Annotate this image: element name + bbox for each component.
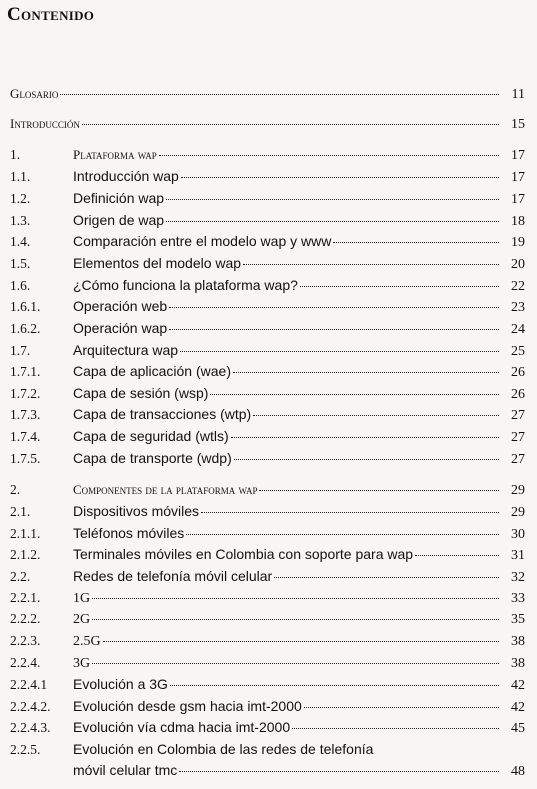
- toc-entry[interactable]: [10, 116, 525, 136]
- toc-entry-page: 38: [511, 656, 525, 671]
- leader-dots: [201, 512, 499, 513]
- leader-dots: [415, 555, 499, 556]
- leader-dots: [234, 459, 499, 460]
- toc-entry-page: 22: [511, 279, 525, 294]
- toc-entry-label: Plataforma wap: [73, 147, 157, 162]
- toc-entry-page: 17: [511, 170, 525, 185]
- toc-entry-label: 2.5G: [73, 634, 101, 649]
- toc-entry-label: Elementos del modelo wap: [73, 255, 242, 271]
- toc-entry-label: Componentes de la plataforma wap: [73, 482, 258, 497]
- toc-entry-label-line2: móvil celular tmc: [73, 762, 178, 778]
- leader-dots: [60, 94, 499, 95]
- toc-entry-number: 2.2.3.: [10, 633, 41, 648]
- leader-dots: [166, 199, 499, 200]
- toc-entry-number: 2.2.1.: [10, 590, 41, 605]
- leader-dots: [292, 728, 499, 729]
- toc-entry-label: Capa de sesión (wsp): [73, 385, 209, 401]
- toc-entry-number: 1.7.3.: [10, 407, 41, 422]
- toc-entry-multiline[interactable]: [10, 741, 525, 785]
- toc-entry-number: 2.2.4.2.: [10, 699, 51, 714]
- toc-entry[interactable]: [10, 342, 525, 362]
- toc-entry-number: 1.7.4.: [10, 429, 41, 444]
- toc-entry-number: 1.7.: [10, 343, 31, 358]
- toc-entry[interactable]: [10, 363, 525, 383]
- toc-entry-number: 1.7.1.: [10, 364, 41, 379]
- toc-entry-number: 2.1.1.: [10, 526, 41, 541]
- leader-dots: [259, 490, 499, 491]
- toc-entry[interactable]: [10, 590, 525, 610]
- toc-entry-number: 1.1.: [10, 169, 31, 184]
- leader-dots: [253, 415, 499, 416]
- toc-entry-label: Redes de telefonía móvil celular: [73, 568, 273, 584]
- toc-entry[interactable]: [10, 676, 525, 696]
- toc-entry[interactable]: [10, 503, 525, 523]
- toc-entry-number: 1.2.: [10, 191, 31, 206]
- toc-entry-page: 15: [511, 117, 525, 132]
- toc-entry-page: 30: [511, 527, 525, 542]
- leader-dots: [243, 264, 499, 265]
- toc-entry-label: Definición wap: [73, 190, 165, 206]
- toc-entry-label: 2G: [73, 612, 91, 627]
- toc-entry-page: 19: [511, 235, 525, 250]
- toc-entry-page: 32: [511, 570, 525, 585]
- toc-entry-number: 1.3.: [10, 213, 31, 228]
- leader-dots: [170, 685, 499, 686]
- toc-entry-page: 27: [511, 430, 525, 445]
- leader-dots: [274, 577, 499, 578]
- toc-entry[interactable]: [10, 320, 525, 340]
- toc-entry-page: 35: [511, 612, 525, 627]
- toc-entry[interactable]: [10, 698, 525, 718]
- toc-entry-page: 27: [511, 452, 525, 467]
- toc-entry-number: 2.2.4.: [10, 655, 41, 670]
- toc-entry[interactable]: [10, 406, 525, 426]
- toc-entry-number: 2.1.2.: [10, 547, 41, 562]
- toc-entry-number: 2.: [10, 482, 21, 497]
- leader-dots: [231, 437, 499, 438]
- toc-entry-page: 20: [511, 257, 525, 272]
- toc-entry-label: Capa de transporte (wdp): [73, 450, 232, 466]
- toc-entry-page: 17: [511, 148, 525, 163]
- toc-entry[interactable]: [10, 212, 525, 232]
- toc-entry-page: 26: [511, 387, 525, 402]
- toc-entry[interactable]: [10, 525, 525, 545]
- leader-dots: [92, 598, 499, 599]
- toc-entry-page: 18: [511, 214, 525, 229]
- toc-entry-label: Operación web: [73, 298, 168, 314]
- toc-entry[interactable]: [10, 190, 525, 210]
- toc-entry-label: Teléfonos móviles: [73, 525, 185, 541]
- toc-entry-label: Introducción: [10, 116, 80, 131]
- toc-entry[interactable]: [10, 233, 525, 253]
- leader-dots: [103, 641, 499, 642]
- toc-entry[interactable]: [10, 546, 525, 566]
- toc-entry-label: 3G: [73, 656, 91, 671]
- leader-dots: [181, 177, 499, 178]
- toc-entry[interactable]: [10, 568, 525, 588]
- toc-entry-label: Capa de aplicación (wae): [73, 363, 231, 379]
- toc-entry[interactable]: [10, 86, 525, 106]
- toc-entry-page: 11: [511, 87, 525, 102]
- toc-entry[interactable]: [10, 277, 525, 297]
- toc-entry-number: 1.5.: [10, 256, 31, 271]
- leader-dots: [92, 663, 499, 664]
- toc-entry-page: 31: [511, 548, 525, 563]
- leader-dots: [92, 619, 499, 620]
- toc-entry-number: 2.2.: [10, 569, 31, 584]
- leader-dots: [304, 707, 499, 708]
- toc-entry[interactable]: [10, 385, 525, 405]
- leader-dots: [186, 534, 499, 535]
- leader-dots: [169, 307, 499, 308]
- leader-dots: [179, 771, 499, 772]
- toc-entry[interactable]: [10, 482, 525, 502]
- toc-entry-number: 1.7.2.: [10, 386, 41, 401]
- toc-entry-page: 38: [511, 634, 525, 649]
- toc-entry[interactable]: [10, 655, 525, 675]
- toc-entry-label: 1G: [73, 591, 91, 606]
- toc-entry-label: Capa de transacciones (wtp): [73, 406, 252, 422]
- toc-entry-number: 2.2.4.1: [10, 677, 48, 692]
- leader-dots: [180, 351, 499, 352]
- toc-entry-page: 42: [511, 700, 525, 715]
- toc-entry[interactable]: [10, 255, 525, 275]
- leader-dots: [210, 394, 499, 395]
- toc-entry-label: Evolución desde gsm hacia imt-2000: [73, 698, 302, 714]
- leader-dots: [82, 124, 499, 125]
- toc-entry-label: Capa de seguridad (wtls): [73, 428, 229, 444]
- toc-entry-label: Evolución vía cdma hacia imt-2000: [73, 719, 291, 735]
- toc-entry[interactable]: [10, 168, 525, 188]
- toc-entry-label: Origen de wap: [73, 212, 165, 228]
- toc-entry-page: 48: [511, 764, 525, 779]
- leader-dots: [233, 372, 499, 373]
- toc-entry-number: 1.6.2.: [10, 321, 41, 336]
- toc-entry-label: Evolución a 3G: [73, 676, 168, 692]
- toc-entry-number: 1.6.: [10, 278, 31, 293]
- toc-entry-number: 2.1.: [10, 504, 31, 519]
- leader-dots: [333, 242, 499, 243]
- leader-dots: [300, 286, 499, 287]
- toc-entry[interactable]: [10, 719, 525, 739]
- toc-entry[interactable]: [10, 428, 525, 448]
- toc-entry-number: 2.2.5.: [10, 742, 41, 757]
- toc-entry[interactable]: [10, 450, 525, 470]
- toc-entry-label: Glosario: [10, 86, 59, 101]
- toc-entry-number: 1.6.1.: [10, 299, 41, 314]
- toc-entry-label: Dispositivos móviles: [73, 503, 200, 519]
- leader-dots: [166, 221, 499, 222]
- toc-entry-page: 25: [511, 344, 525, 359]
- toc-entry-page: 17: [511, 192, 525, 207]
- toc-entry-label: ¿Cómo funciona la plataforma wap?: [73, 277, 298, 293]
- toc-entry-number: 1.7.5.: [10, 451, 41, 466]
- toc-entry-label: Introducción wap: [73, 168, 179, 184]
- toc-entry-page: 33: [511, 591, 525, 606]
- toc-entry-page: 45: [511, 721, 525, 736]
- toc-entry-label: Operación wap: [73, 320, 168, 336]
- toc-entry-label: Terminales móviles en Colombia con soporte para wap: [73, 546, 414, 562]
- toc-entry-number: 2.2.4.3.: [10, 720, 51, 735]
- toc-entry-label: Arquitectura wap: [73, 342, 179, 358]
- toc-entry[interactable]: [10, 633, 525, 653]
- toc-entry-label-line1: Evolución en Colombia de las redes de telefonía: [73, 741, 374, 757]
- toc-entry-label: Comparación entre el modelo wap y www: [73, 233, 332, 249]
- toc-entry-page: 42: [511, 678, 525, 693]
- toc-entry[interactable]: [10, 147, 525, 167]
- toc-entry-number: 1.4.: [10, 234, 31, 249]
- toc-entry-page: 27: [511, 408, 525, 423]
- toc-entry-page: 29: [511, 483, 525, 498]
- toc-entry-page: 23: [511, 300, 525, 315]
- toc-entry-page: 24: [511, 322, 525, 337]
- toc-entry[interactable]: [10, 611, 525, 631]
- page-title: Contenido: [7, 4, 95, 25]
- toc-entry[interactable]: [10, 298, 525, 318]
- leader-dots: [169, 329, 499, 330]
- toc-entry-number: 1.: [10, 147, 21, 162]
- toc-entry-page: 26: [511, 365, 525, 380]
- toc-entry-number: 2.2.2.: [10, 611, 41, 626]
- leader-dots: [159, 155, 499, 156]
- toc-entry-page: 29: [511, 505, 525, 520]
